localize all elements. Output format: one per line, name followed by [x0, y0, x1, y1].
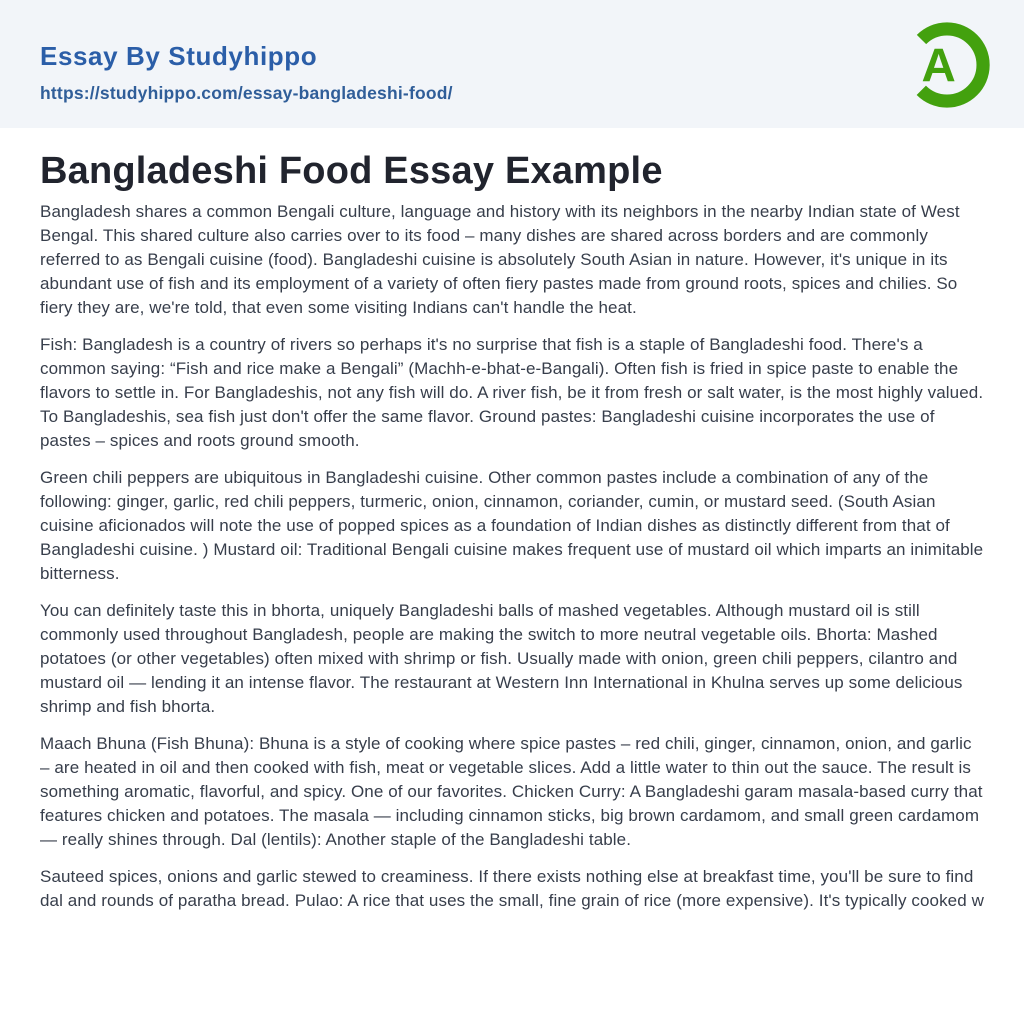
studyhippo-logo: [903, 21, 991, 109]
source-url-link[interactable]: https://studyhippo.com/essay-bangladeshi-food/: [40, 83, 453, 103]
essay-paragraph-4: You can definitely taste this in bhorta, uniquely Bangladeshi balls of mashed vegetables. Although mustard oil is still commonly used throughout Bangladesh, people are making the switch to more neutral vegetable oils. Bhorta: Mashed potatoes (or other vegetables) often mixed with shrimp or fish. Usually made with onion, green chili peppers, cilantro and mustard oil — lending it an intense flavor. The restaurant at Western Inn International in Khulna serves up some delicious shrimp and fish bhorta.: [40, 601, 963, 716]
logo-letter: A: [921, 39, 956, 93]
essay-paragraph-6: Sauteed spices, onions and garlic stewed to creaminess. If there exists nothing else at breakfast time, you'll be sure to find dal and rounds of paratha bread. Pulao: A rice that uses the small, fine grain of rice (more expensive). It's typically cooked w: [40, 867, 984, 910]
essay-paragraph-3: Green chili peppers are ubiquitous in Bangladeshi cuisine. Other common pastes include a combination of any of the following: ginger, garlic, red chili peppers, turmeric, onion, cinnamon, coriander, cumin, or mustard seed. (South Asian cuisine aficionados will note the use of popped spices as a foundation of Indian dishes as distinctly different from that of Bangladeshi cuisine. ) Mustard oil: Traditional Bengali cuisine makes frequent use of mustard oil which imparts an inimitable bitterness.: [40, 468, 984, 583]
essay-article: [0, 128, 1024, 913]
essay-paragraph-2: Fish: Bangladesh is a country of rivers so perhaps it's no surprise that fish is a staple of Bangladeshi food. There's a common saying: “Fish and rice make a Bengali” (Machh-e-bhat-e-Bangali). Often fish is fried in spice paste to enable the flavors to settle in. For Bangladeshis, not any fish will do. A river fish, be it from fresh or salt water, is the most highly valued. To Bangladeshis, sea fish just don't offer the same flavor. Ground pastes: Bangladeshi cuisine incorporates the use of pastes – spices and roots ground smooth.: [40, 335, 984, 450]
logo-arc-icon: [903, 21, 991, 109]
brand-title: Essay By Studyhippo: [40, 41, 318, 71]
essay-paragraph-1: Bangladesh shares a common Bengali culture, language and history with its neighbors in the nearby Indian state of West Bengal. This shared culture also carries over to its food – many dishes are shared across borders and are commonly referred to as Bengali cuisine (food). Bangladeshi cuisine is absolutely South Asian in nature. However, it's unique in its abundant use of fish and its employment of a variety of often fiery pastes made from ground roots, spices and chilies. So fiery they are, we're told, that even some visiting Indians can't handle the heat.: [40, 202, 960, 317]
page-header: [0, 0, 1024, 128]
essay-paragraph-5: Maach Bhuna (Fish Bhuna): Bhuna is a style of cooking where spice pastes – red chili, ginger, cinnamon, onion, and garlic – are heated in oil and then cooked with fish, meat or vegetable slices. Add a little water to thin out the sauce. The result is something aromatic, flavorful, and spicy. One of our favorites. Chicken Curry: A Bangladeshi garam masala-based curry that features chicken and potatoes. The masala — including cinnamon sticks, big brown cardamom, and small green cardamom — really shines through. Dal (lentils): Another staple of the Bangladeshi table.: [40, 734, 983, 849]
page-title: Bangladeshi Food Essay Example: [40, 150, 663, 192]
